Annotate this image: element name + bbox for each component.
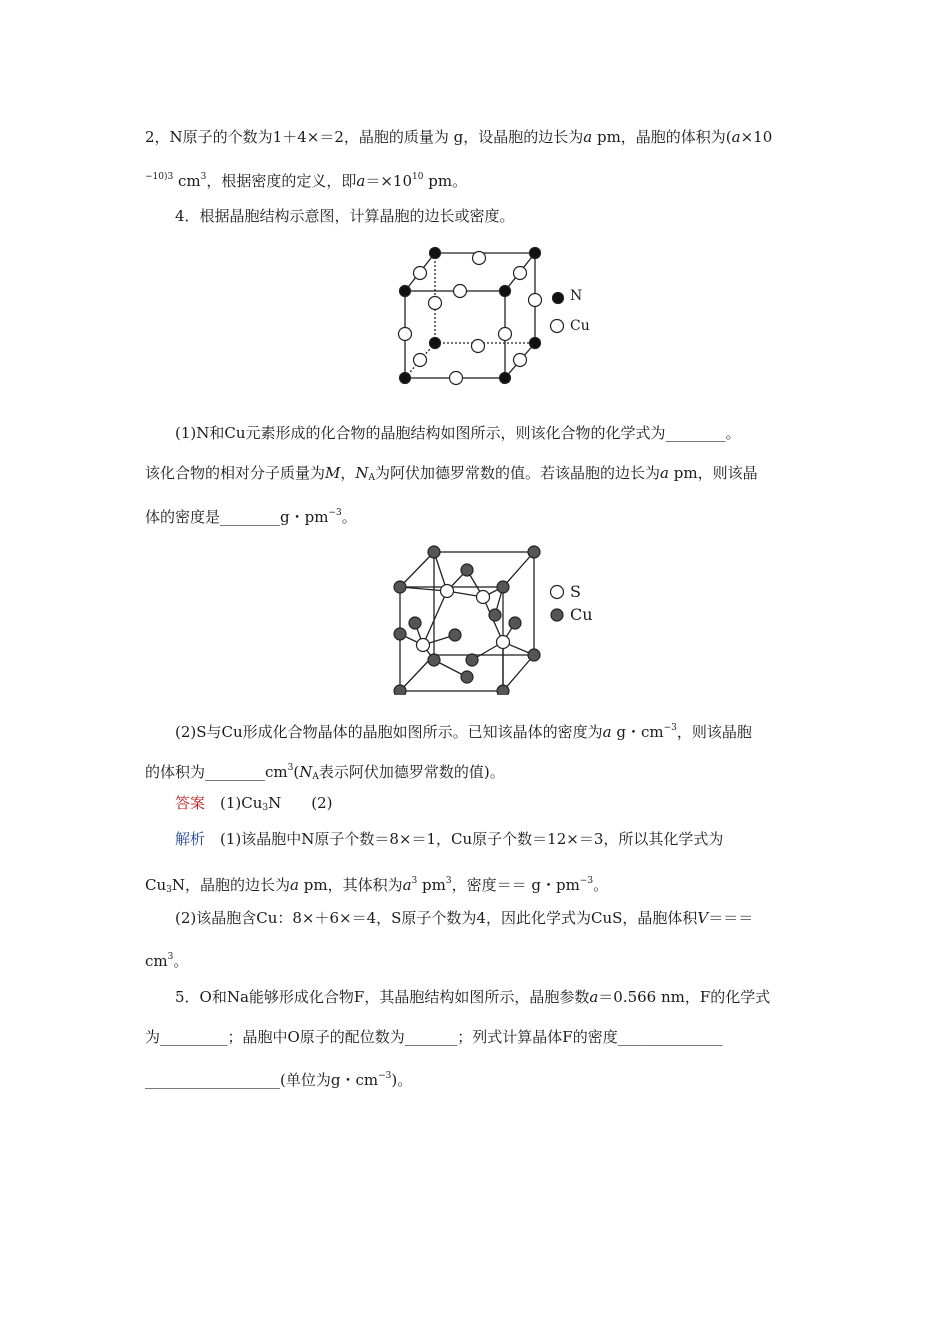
superscript: −3 — [579, 876, 594, 886]
question-5-line-1 — [175, 986, 840, 1008]
var-a: a — [731, 128, 741, 146]
text: pm，则该晶 — [668, 464, 758, 482]
analysis-label: 解析 — [175, 830, 206, 848]
text: 体的密度是________g・pm — [145, 508, 329, 526]
text: g・cm — [611, 723, 664, 741]
var-a: a — [402, 876, 412, 894]
n-atom — [430, 248, 441, 259]
text: ＝×10 — [365, 172, 413, 190]
text: ，密度＝＝ g・pm — [451, 876, 580, 894]
text: 。 — [593, 876, 609, 894]
text: 的体积为________cm — [145, 763, 288, 781]
legend-cu-label: Cu — [570, 318, 590, 334]
text: N (2) — [268, 794, 333, 812]
text: 为阿伏加德罗常数的值。若该晶胞的边长为 — [375, 464, 661, 482]
subscript: A — [312, 772, 319, 782]
text: ， — [340, 464, 356, 482]
text: pm。 — [423, 172, 468, 190]
text-line-1 — [145, 126, 810, 148]
text: ＝0.566 nm，F的化学式 — [598, 988, 771, 1006]
var-a: a — [290, 876, 299, 894]
answer-line — [175, 792, 840, 819]
answer-label: 答案 — [175, 794, 206, 812]
analysis-line-4 — [145, 946, 810, 972]
question-4-1-line-1: (1)N和Cu元素形成的化合物的晶胞结构如图所示，则该化合物的化学式为________。 — [175, 424, 741, 442]
text: cm — [173, 172, 201, 190]
text: (2)该晶胞含Cu：8×＋6×＝4，S原子个数为4，因此化学式为CuS，晶胞体积 — [175, 909, 698, 927]
text: pm — [417, 876, 446, 894]
text: (2)S与Cu形成化合物晶体的晶胞如图所示。已知该晶体的密度为 — [175, 723, 603, 741]
question-4-1-line-3 — [145, 502, 810, 528]
var-v: V — [697, 909, 709, 927]
text: 该化合物的相对分子质量为 — [145, 464, 326, 482]
text: 表示阿伏加德罗常数的值)。 — [318, 763, 505, 781]
text: N，晶胞的边长为 — [171, 876, 291, 894]
subscript: 3 — [166, 885, 172, 895]
question-4-1-line-2 — [145, 462, 810, 489]
text: )。 — [391, 1071, 413, 1089]
legend-cu-label-2: Cu — [570, 605, 593, 624]
text: (1)Cu — [205, 794, 263, 812]
analysis-line-2 — [145, 870, 810, 901]
var-na: N — [355, 464, 369, 482]
var-a: a — [602, 723, 612, 741]
superscript: 3 — [445, 876, 452, 886]
question-5-line-3 — [145, 1065, 810, 1091]
subscript: A — [368, 473, 376, 483]
text: Cu — [145, 876, 167, 894]
superscript: −3 — [378, 1071, 392, 1081]
text: 2，N原子的个数为1＋4×＝2，晶胞的质量为 g，设晶胞的边长为 — [145, 128, 584, 146]
analysis-line-1 — [175, 828, 840, 850]
superscript: −3 — [663, 723, 677, 733]
text: (1)该晶胞中N原子个数＝8×＝1，Cu原子个数＝12×＝3，所以其化学式为 — [205, 830, 724, 848]
question-5-line-2: 为_________；晶胞中O原子的配位数为_______；列式计算晶体F的密度______________ — [145, 1028, 723, 1046]
superscript: 3 — [167, 172, 174, 182]
superscript: 3 — [167, 952, 174, 962]
text: 。 — [341, 508, 357, 526]
text: ，则该晶胞 — [676, 723, 752, 741]
var-a: a — [660, 464, 669, 482]
legend-s-label: S — [570, 582, 581, 601]
text: ( — [293, 763, 300, 781]
subscript: 3 — [262, 803, 269, 813]
text: cm — [145, 952, 168, 970]
superscript: −3 — [328, 508, 342, 518]
var-na: N — [299, 763, 313, 781]
question-4: 4．根据晶胞结构示意图，计算晶胞的边长或密度。 — [175, 207, 515, 225]
text-line-2 — [145, 166, 810, 192]
text: pm，晶胞的体积为( — [592, 128, 732, 146]
analysis-line-3 — [175, 907, 840, 929]
text: ×10 — [740, 128, 773, 146]
var-m: M — [325, 464, 341, 482]
legend-n-label: N — [570, 288, 583, 304]
text: 5．O和Na能够形成化合物F，其晶胞结构如图所示，晶胞参数 — [175, 988, 590, 1006]
superscript: 3 — [200, 172, 207, 182]
question-4-2-line-1 — [175, 717, 840, 743]
text: pm，其体积为 — [298, 876, 403, 894]
superscript: 10 — [412, 172, 424, 182]
var-a: a — [356, 172, 366, 190]
text: ＝＝＝ — [708, 909, 754, 927]
var-a: a — [589, 988, 599, 1006]
question-4-2-line-2 — [145, 757, 810, 788]
cu3n-unit-cell-figure — [390, 240, 610, 390]
var-a: a — [583, 128, 593, 146]
superscript: 3 — [411, 876, 418, 886]
text: 。 — [173, 952, 189, 970]
superscript: −10) — [145, 172, 168, 182]
superscript: 3 — [287, 763, 294, 773]
text: ，根据密度的定义，即 — [206, 172, 357, 190]
text: __________________(单位为g・cm — [145, 1071, 379, 1089]
